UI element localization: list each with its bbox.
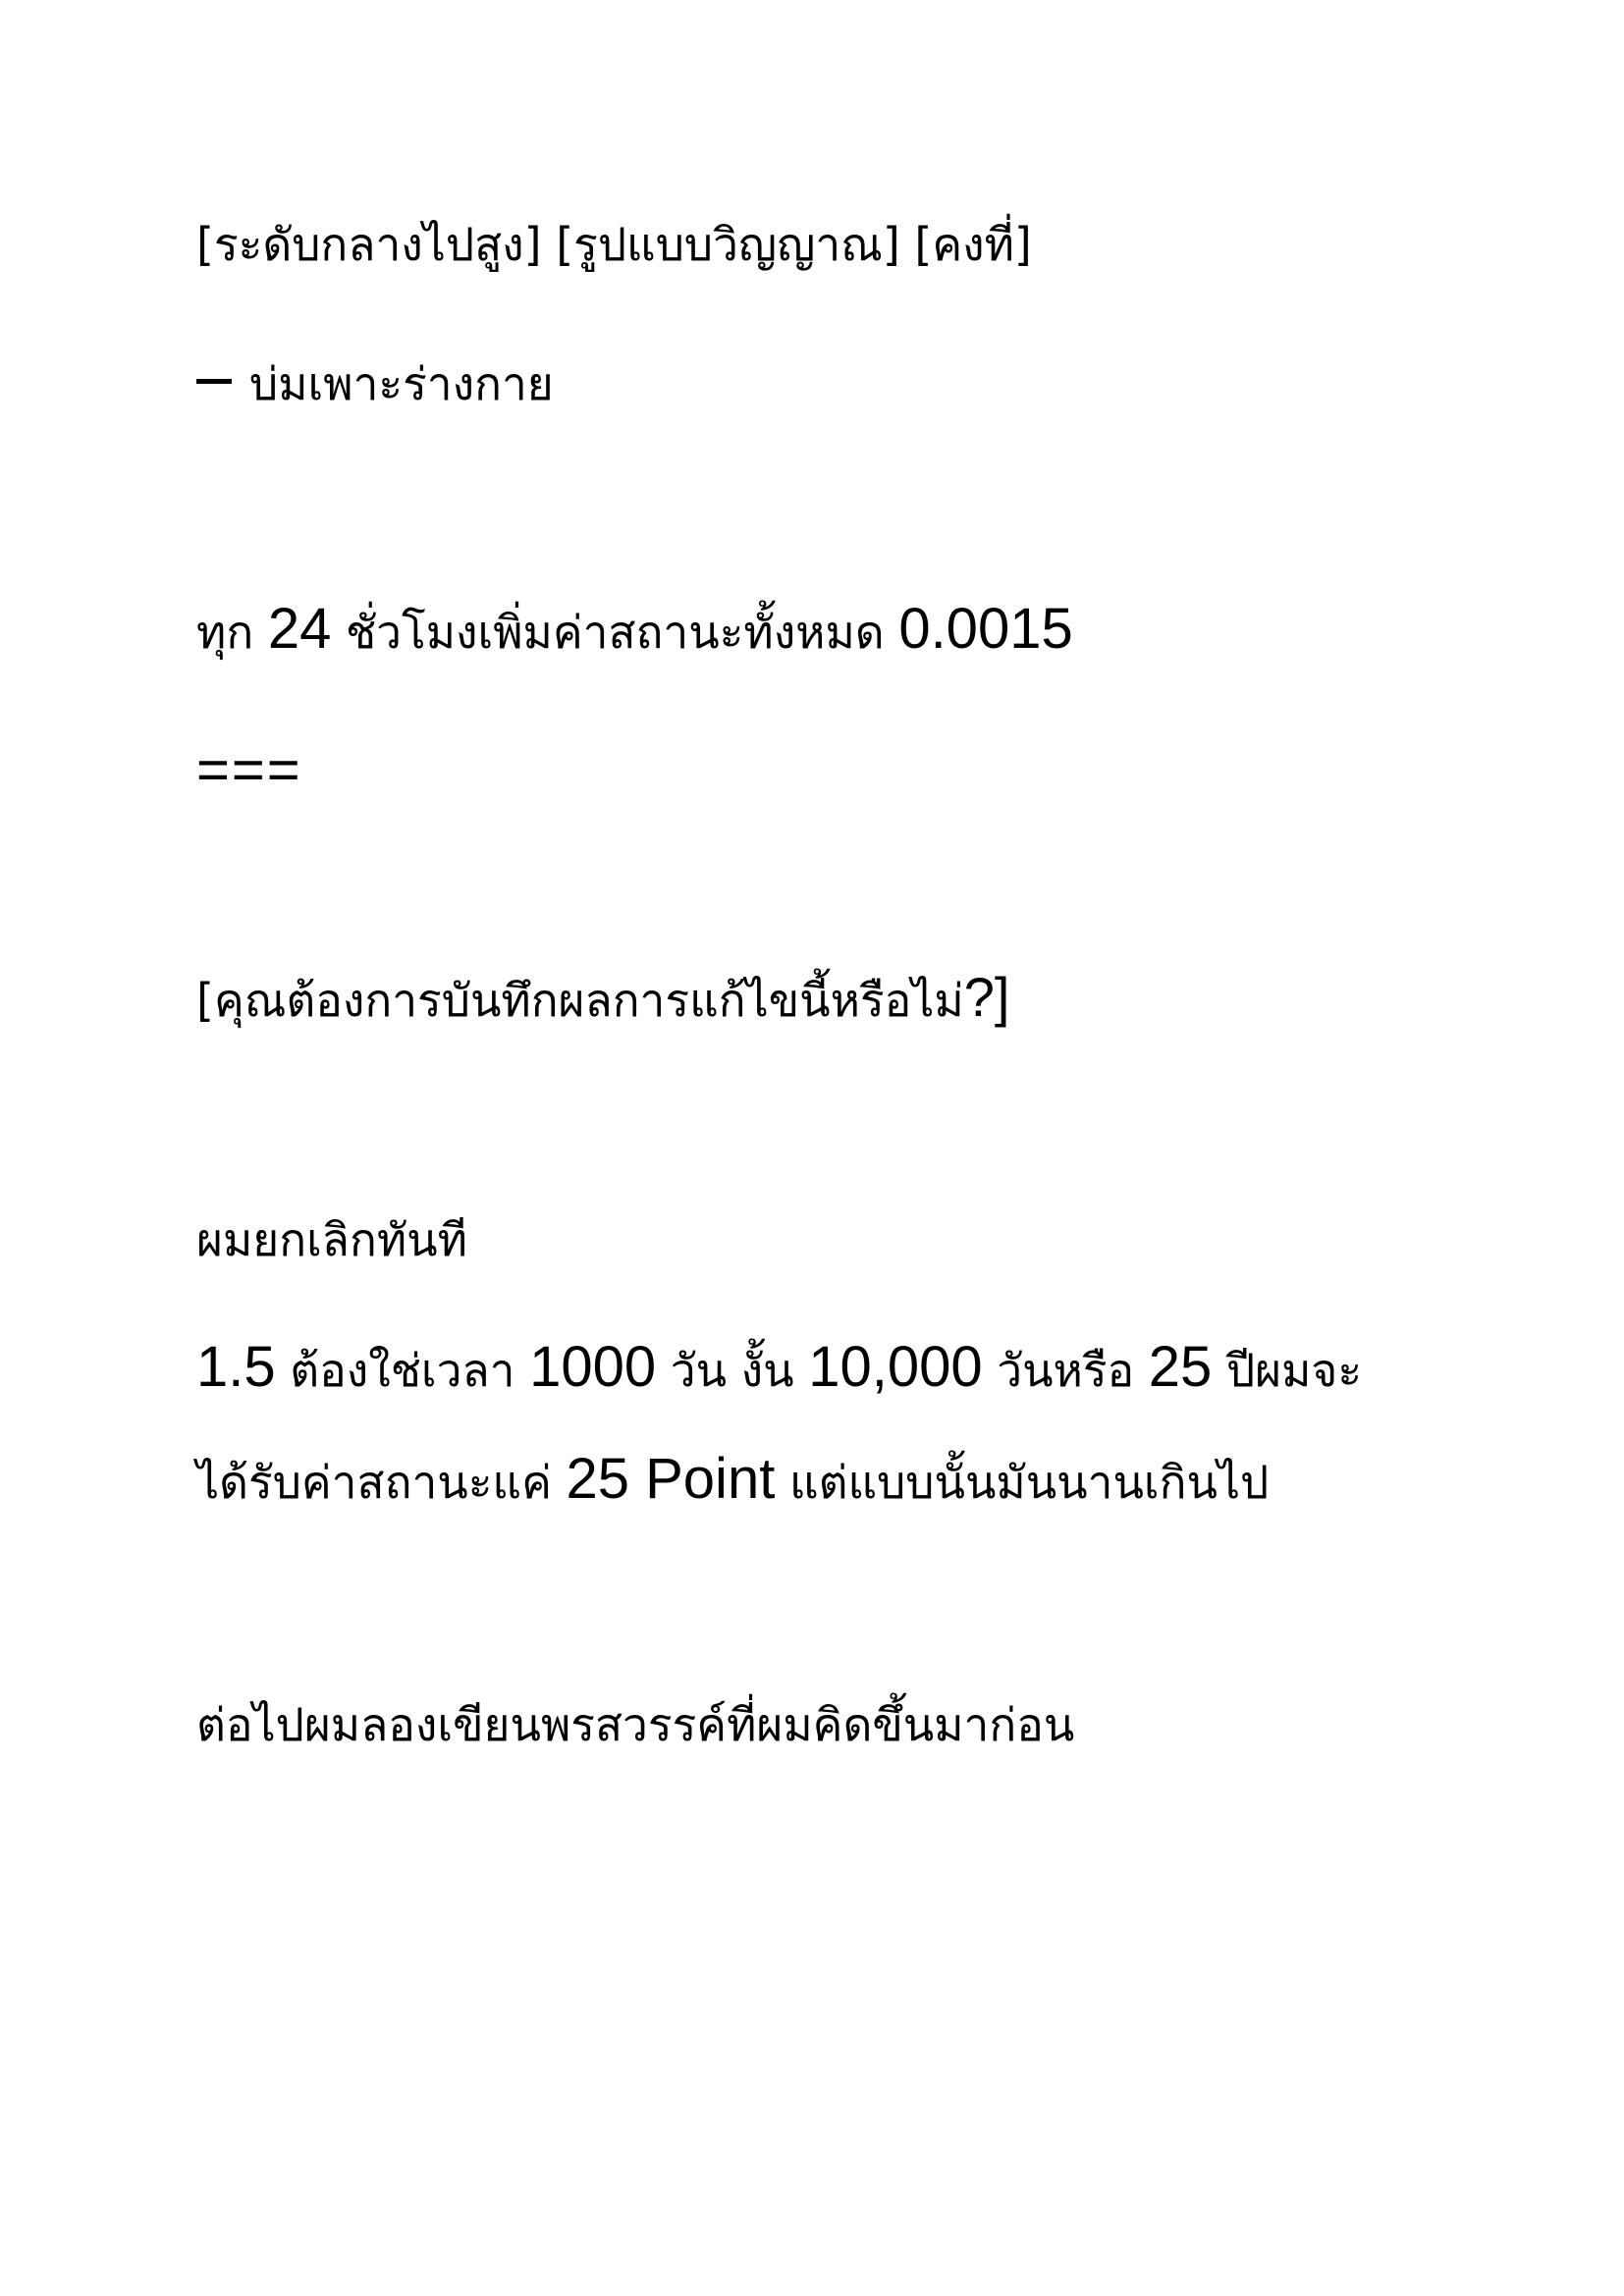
- calculation-line-2: [196, 1447, 1270, 1511]
- calc-text-h: ปีผมจะ: [1225, 1344, 1363, 1397]
- effect-hours-number: 24: [267, 597, 332, 661]
- skill-name-text: บ่มเพาะร่างกาย: [249, 357, 554, 410]
- calculation-line-1: [196, 1335, 1363, 1399]
- skill-header-text: [ระดับกลางไปสูง] [รูปแบบวิญญาณ] [คงที่]: [196, 218, 1032, 271]
- separator-line: [196, 738, 302, 802]
- separator-text: ===: [196, 738, 302, 802]
- calc2-text-c: แต่แบบนั้นมันนานเกินไป: [788, 1456, 1270, 1509]
- effect-value-number: 0.0015: [898, 597, 1073, 661]
- dash-mark: [196, 379, 232, 384]
- effect-middle-text: ชั่วโมงเพิ่มค่าสถานะทั้งหมด: [345, 606, 885, 659]
- calc2-text-a: ได้รับค่าสถานะแค่: [196, 1456, 552, 1509]
- calc-text-b: ต้องใช่เวลา: [290, 1344, 515, 1397]
- cancel-line: [196, 1213, 467, 1266]
- effect-prefix: ทุก: [196, 606, 254, 659]
- calc-text-f: วันหรือ: [997, 1344, 1135, 1397]
- calc-number-g: 25: [1148, 1335, 1213, 1399]
- calc2-points: 25 Point: [566, 1447, 776, 1511]
- calc-text-d: วัน งั้น: [670, 1344, 794, 1397]
- save-question-text: [คุณต้องการบันทึกผลการแก้ไขนี้หรือไม่: [196, 974, 964, 1027]
- calc-number-a: 1.5: [196, 1335, 276, 1399]
- cancel-text: ผมยกเลิกทันที: [196, 1213, 467, 1266]
- calc-number-c: 1000: [529, 1335, 657, 1399]
- closing-line: [196, 1698, 1075, 1751]
- skill-header-line: [196, 218, 1032, 271]
- save-question-end: ?]: [963, 966, 1010, 1028]
- save-question-line: [196, 966, 1010, 1028]
- skill-effect-line: [196, 597, 1073, 661]
- skill-name-line: [196, 357, 554, 410]
- calc-number-e: 10,000: [808, 1335, 983, 1399]
- closing-text: ต่อไปผมลองเขียนพรสวรรค์ที่ผมคิดขึ้นมาก่อน: [196, 1698, 1075, 1751]
